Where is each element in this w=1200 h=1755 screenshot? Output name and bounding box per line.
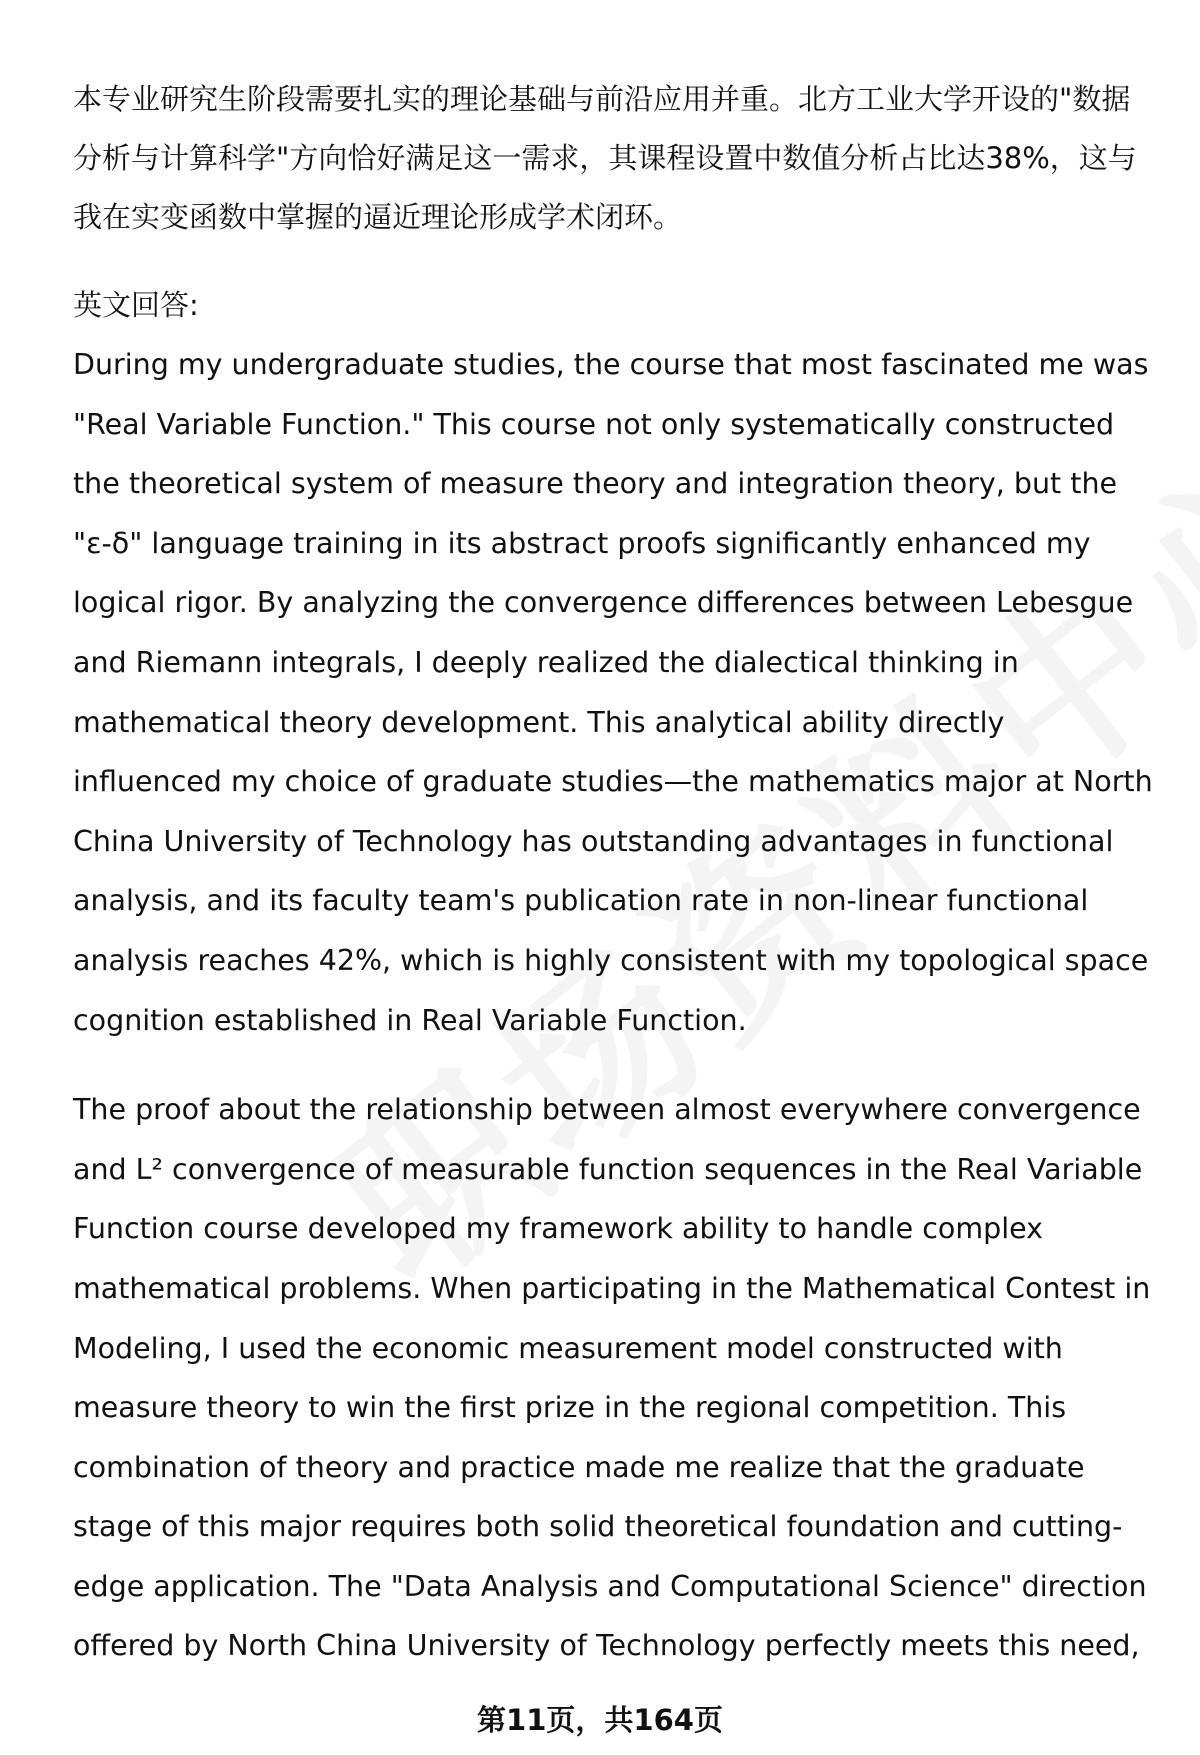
english-paragraph-2: The proof about the relationship between almost everywhere convergence and L² convergence of measurable function sequences in the Real Variable Function course developed my framework ability to handle complex mathematical problems. When participating in the Mathematical Contest in Modeling, I used the economic measurement model constructed with measure theory to win the first prize in the regional competition. This combination of theory and practice made me realize that the graduate stage of this major requires both solid theoretical foundation and cutting-edge application. The "Data Analysis and Computational Science" direction offered by North China University of Technology perfectly meets this need, bbox=[73, 1093, 1151, 1663]
page-content bbox=[73, 70, 1153, 1676]
english-answer-label: 英文回答: bbox=[73, 288, 199, 322]
chinese-paragraph: 本专业研究生阶段需要扎实的理论基础与前沿应用并重。北方工业大学开设的"数据分析与计算科学"方向恰好满足这一需求，其课程设置中数值分析占比达38%，这与我在实变函数中掌握的逼近理论形成学术闭环。 bbox=[73, 82, 1137, 234]
english-paragraph-1: During my undergraduate studies, the course that most fascinated me was "Real Variable Function." This course not only systematically constructed the theoretical system of measure theory and integration theory, but the "ε-δ" language training in its abstract proofs significantly enhanced my logical rigor. By analyzing the convergence differences between Lebesgue and Riemann integrals, I deeply realized the dialectical thinking in mathematical theory development. This analytical ability directly influenced my choice of graduate studies—the mathematics major at North China University of Technology has outstanding advantages in functional analysis, and its faculty team's publication rate in non-linear functional analysis reaches 42%, which is highly consistent with my topological space cognition established in Real Variable Function. bbox=[73, 348, 1153, 1037]
page-number-footer: 第11页，共164页 bbox=[477, 1703, 723, 1737]
